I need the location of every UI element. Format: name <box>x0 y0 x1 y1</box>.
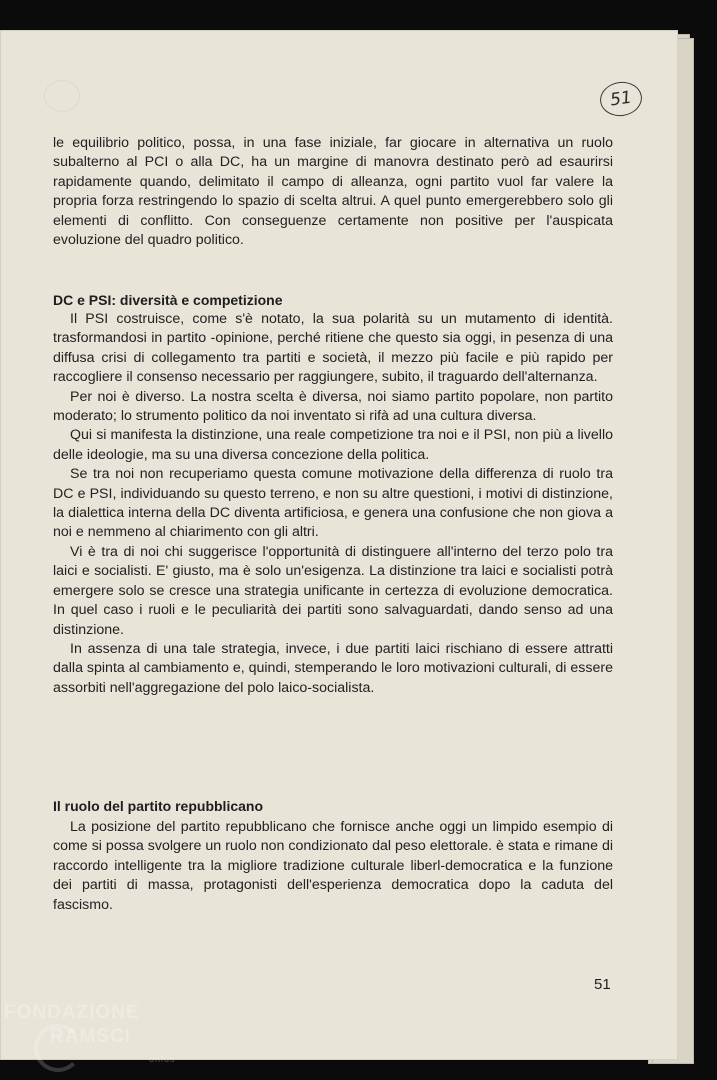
paragraph: Qui si manifesta la distinzione, una reale competizione tra noi e il PSI, non più a livello delle ideologie, ma su una diversa concezione della politica. <box>53 427 613 463</box>
page-number-stamp <box>598 79 644 119</box>
paragraph: La posizione del partito repubblicano che fornisce anche oggi un limpido esempio di come si possa svolgere un ruolo non condizionato dal peso elettorale. è stata e rimane di raccordo intelligente tra la migliore tradizione culturale liberl-democratica e la funzione dei partiti di massa, protagonisti dell'esperienza democratica dopo la caduta del fascismo. <box>53 819 613 913</box>
section-heading-dc-psi: DC e PSI: diversità e competizione <box>53 292 283 308</box>
paragraph: Vi è tra di noi chi suggerisce l'opportunità di distinguere all'interno del terzo polo tra laici e socialisti. E' giusto, ma è solo un'esigenza. La distinzione tra laici e socialisti potrà emergere solo se cresce una strategia unificante in certezza di evoluzione democratica. In quel caso i ruoli e le peculiarità dei partiti sono salvaguardati, dando senso ad una distinzione. <box>53 543 613 638</box>
section1-body <box>53 310 613 698</box>
paragraph: In assenza di una tale strategia, invece, i due partiti laici rischiano di essere attratti dalla spinta al cambiamento e, quindi, stemperando le loro motivazioni culturali, di essere assorbiti nell'aggregazione del polo laico-socialista. <box>53 640 613 696</box>
fondazione-gramsci-watermark <box>4 1002 179 1077</box>
watermark-line2: RAMSCI <box>50 1026 131 1047</box>
paragraph: Se tra noi non recuperiamo questa comune motivazione della differenza di ruolo tra DC e PSI, individuando su questo terreno, e non su altre questioni, i motivi di distinzione, la dialettica interna della DC diventa artificiosa, e genera una confusione che non giova a noi e nemmeno al chiarimento con gli altri. <box>53 466 613 541</box>
stamp-number: 51 <box>608 87 634 111</box>
intro-paragraph-block <box>53 134 613 250</box>
paragraph: Il PSI costruisce, come s'è notato, la sua polarità su un mutamento di identità. trasformandosi in partito -opinione, perché ritiene che questo sia oggi, in pesenza di una diffusa crisi di collegamento tra partiti e società, il mezzo più facile e più rapido per raccogliere il consenso necessario per raggiungere, subito, il traguardo dell'alternanza. <box>53 311 613 386</box>
paragraph: Per noi è diverso. La nostra scelta è diversa, noi siamo partito popolare, non partito moderato; lo strumento politico da noi inventato si rifà ad una cultura diversa. <box>53 388 613 425</box>
faded-stamp <box>44 80 80 112</box>
folio-page-number: 51 <box>594 976 611 993</box>
document-page <box>0 30 678 1060</box>
watermark-small: onlus <box>149 1054 176 1064</box>
section-heading-pri: Il ruolo del partito repubblicano <box>53 798 264 814</box>
section2-body <box>53 818 613 915</box>
watermark-line1: FONDAZIONE <box>4 1002 140 1023</box>
intro-paragraph: le equilibrio politico, possa, in una fase iniziale, far giocare in alternativa un ruolo subalterno al PCI o alla DC, ha un margine di manovra destinato però ad esaurirsi rapidamente quando, delimitato il campo di alleanza, ogni partito vuol far valere la propria forza restringendo lo spazio di scelta altrui. A quel punto emergerebbero solo gli elementi di conflitto. Con conseguenze certamente non positive per l'auspicata evoluzione del quadro politico. <box>53 135 613 249</box>
